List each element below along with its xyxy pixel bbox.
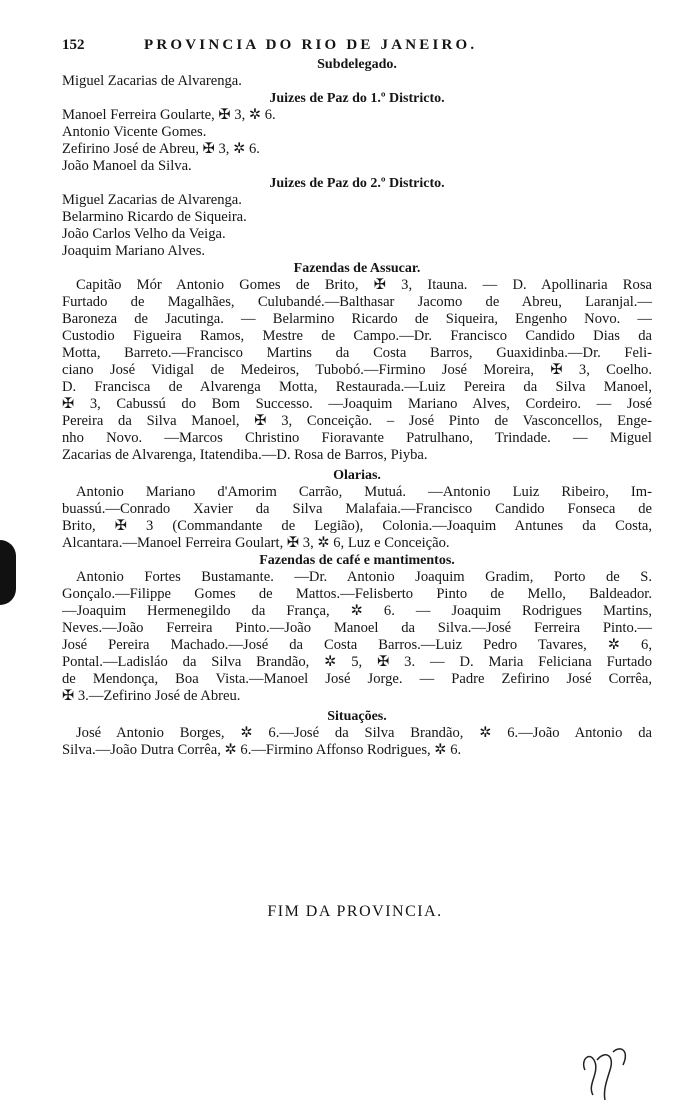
page-body	[62, 34, 652, 759]
text-line: Baroneza de Jacutinga. — Belarmino Ricardo de Siqueira, Engenho Novo. —	[62, 311, 652, 327]
page-number: 152	[62, 37, 85, 53]
text-line: Joaquim Mariano Alves.	[62, 243, 206, 259]
text-line: Furtado de Magalhães, Culubandé.—Balthasar Jacomo de Abreu, Laranjal.—	[62, 294, 652, 310]
text-line: Alcantara.—Manoel Ferreira Goulart, ✠ 3, ✲ 6, Luz e Conceição.	[62, 535, 450, 551]
text-line: ✠ 3, Cabussú do Bom Successo. —Joaquim Mariano Alves, Cordeiro. — José	[62, 396, 652, 412]
text-line: Belarmino Ricardo de Siqueira.	[62, 209, 247, 225]
section-heading: Fazendas de café e mantimentos.	[259, 553, 455, 568]
sections	[62, 56, 652, 759]
text-line: João Carlos Velho da Veiga.	[62, 226, 226, 242]
text-line: Neves.—João Ferreira Pinto.—João Manoel da Silva.—José Ferreira Pinto.—	[62, 620, 652, 636]
text-line: ✠ 3.—Zefirino José de Abreu.	[62, 688, 241, 704]
section-heading: Juizes de Paz do 2.º Districto.	[269, 176, 445, 191]
handwritten-mark	[575, 1040, 635, 1105]
text-line: Pereira da Silva Manoel, ✠ 3, Conceição. – José Pinto de Vasconcellos, Enge-	[62, 413, 652, 429]
text-line: Motta, Barreto.—Francisco Martins da Costa Barros, Guaxidinba.—Dr. Feli-	[62, 345, 652, 361]
running-header	[62, 34, 652, 56]
text-line: Capitão Mór Antonio Gomes de Brito, ✠ 3, Itauna. — D. Apollinaria Rosa	[76, 277, 652, 293]
text-line: José Antonio Borges, ✲ 6.—José da Silva Brandão, ✲ 6.—João Antonio da	[76, 725, 652, 741]
text-line: Antonio Fortes Bustamante. —Dr. Antonio Joaquim Gradim, Porto de S.	[76, 569, 652, 585]
text-line: Miguel Zacarias de Alvarenga.	[62, 73, 242, 89]
text-line: Pontal.—Ladisláo da Silva Brandão, ✲ 5, ✠ 3. — D. Maria Feliciana Furtado	[62, 654, 652, 670]
text-line: Antonio Mariano d'Amorim Carrão, Mutuá. —Antonio Luiz Ribeiro, Im-	[76, 484, 652, 500]
text-line: buassú.—Conrado Xavier da Silva Malafaia.—Francisco Candido Fonseca de	[62, 501, 652, 517]
text-line: João Manoel da Silva.	[62, 158, 192, 174]
section-heading: Olarias.	[333, 468, 381, 483]
text-line: nho Novo. —Marcos Christino Fioravante Patrulhano, Trindade. — Miguel	[62, 430, 652, 446]
end-text: FIM DA PROVINCIA.	[267, 903, 443, 920]
section-heading: Juizes de Paz do 1.º Districto.	[269, 91, 445, 106]
text-line: Custodio Figueira Ramos, Mestre de Campo.—Dr. Francisco Candido Dias da	[62, 328, 652, 344]
text-line: ciano José Vidigal de Medeiros, Tubobó.—Firmino José Moreira, ✠ 3, Coelho.	[62, 362, 652, 378]
page-title: PROVINCIA DO RIO DE JANEIRO.	[144, 37, 478, 53]
text-line: —Joaquim Hermenegildo da França, ✲ 6. — Joaquim Rodrigues Martins,	[62, 603, 652, 619]
text-line: D. Francisca de Alvarenga Motta, Restaurada.—Luiz Pereira da Silva Manoel,	[62, 379, 652, 395]
text-line: de Mendonça, Boa Vista.—Manoel José Jorge. — Padre Zefirino José Corrêa,	[62, 671, 652, 687]
scan-blot	[0, 540, 16, 605]
text-line: Manoel Ferreira Goularte, ✠ 3, ✲ 6.	[62, 107, 276, 123]
text-line: Miguel Zacarias de Alvarenga.	[62, 192, 242, 208]
text-line: Antonio Vicente Gomes.	[62, 124, 207, 140]
text-line: Silva.—João Dutra Corrêa, ✲ 6.—Firmino Affonso Rodrigues, ✲ 6.	[62, 742, 462, 758]
section-heading: Situações.	[327, 709, 387, 724]
section-heading: Fazendas de Assucar.	[293, 261, 421, 276]
text-line: Zacarias de Alvarenga, Itatendiba.—D. Rosa de Barros, Piyba.	[62, 447, 428, 463]
text-line: Gonçalo.—Filippe Gomes de Mattos.—Felisberto Pinto de Mello, Baldeador.	[62, 586, 652, 602]
text-line: Zefirino José de Abreu, ✠ 3, ✲ 6.	[62, 141, 260, 157]
section-heading: Subdelegado.	[317, 57, 397, 72]
end-of-province	[0, 903, 682, 921]
text-line: Brito, ✠ 3 (Commandante de Legião), Colonia.—Joaquim Antunes da Costa,	[62, 518, 652, 534]
text-line: José Pereira Machado.—José da Costa Barros.—Luiz Pedro Tavares, ✲ 6,	[62, 637, 652, 653]
